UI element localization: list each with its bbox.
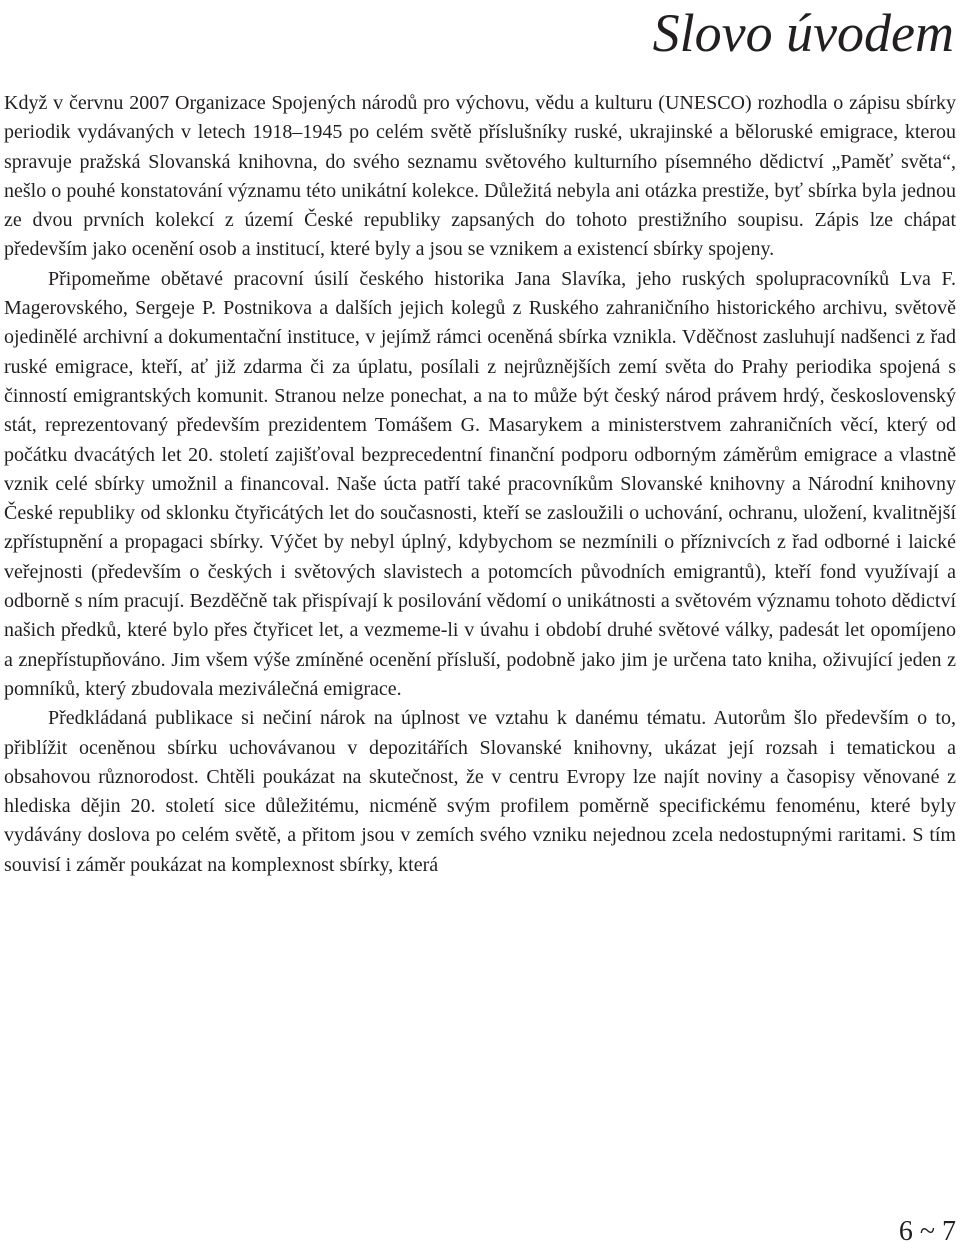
- paragraph: Když v červnu 2007 Organizace Spojených národů pro výchovu, vědu a kulturu (UNESCO) rozhodla o zápisu sbírky periodik vydávaných v letech 1918–1945 po celém světě příslušníky ruské, ukrajinské a běloruské emigrace, kterou spravuje pražská Slovanská knihovna, do svého seznamu světového kulturního písemného dědictví „Paměť světa“, nešlo o pouhé konstatování významu této unikátní kolekce. Důležitá nebyla ani otázka prestiže, byť sbírka byla jednou ze dvou prvních kolekcí z území České republiky zapsaných do tohoto prestižního soupisu. Zápis lze chápat především jako ocenění osob a institucí, které byly a jsou se vznikem a existencí sbírky spojeny.: [4, 92, 956, 261]
- page-number: 6 ~ 7: [898, 1216, 956, 1247]
- body-text: [4, 89, 956, 880]
- page-title: Slovo úvodem: [652, 3, 954, 63]
- paragraph: Připomeňme obětavé pracovní úsilí českého historika Jana Slavíka, jeho ruských spolupracovníků Lva F. Magerovského, Sergeje P. Postnikova a dalších jejich kolegů z Ruského zahraničního historického archivu, světově ojedinělé archivní a dokumentační instituce, v jejímž rámci oceněná sbírka vznikla. Vděčnost zasluhují nadšenci z řad ruské emigrace, kteří, ať již zdarma či za úplatu, posílali z nejrůznějších zemí světa do Prahy periodika spojená s činností emigrantských komunit. Stranou nelze ponechat, a na to může být český národ právem hrdý, československý stát, reprezentovaný především prezidentem Tomášem G. Masarykem a ministerstvem zahraničních věcí, který od počátku dvacátých let 20. století zajišťoval bezprecedentní finanční podporu odborným záměrům emigrace a vlastně vznik celé sbírky umožnil a financoval. Naše úcta patří také pracovníkům Slovanské knihovny a Národní knihovny České republiky od sklonku čtyřicátých let do současnosti, kteří se zasloužili o uchování, ochranu, uložení, kvalitnější zpřístupnění a propagaci sbírky. Výčet by nebyl úplný, kdybychom se nezmínili o příznivcích z řad odborné i laické veřejnosti (především o českých i světových slavistech a potomcích původních emigrantů), kteří fond využívají a odborně s ním pracují. Bezděčně tak přispívají k posilování vědomí o unikátnosti a světovém významu tohoto dědictví našich předků, které bylo přes čtyřicet let, a vezmeme-li v úvahu i období druhé světové války, padesát let opomíjeno a znepřístupňováno. Jim všem výše zmíněné ocenění přísluší, podobně jako jim je určena tato kniha, oživující jeden z pomníků, který zbudovala meziválečná emigrace.: [4, 267, 956, 700]
- paragraph: Předkládaná publikace si nečiní nárok na úplnost ve vztahu k danému tématu. Autorům šlo především o to, přiblížit oceněnou sbírku uchovávanou v depozitářích Slovanské knihovny, ukázat její rozsah i tematickou a obsahovou různorodost. Chtěli poukázat na skutečnost, že v centru Evropy lze najít noviny a časopisy věnované z hlediska dějin 20. století sice důležitému, nicméně svým profilem poměrně specifickému fenoménu, které byly vydávány doslova po celém světě, a přitom jsou v zemích svého vzniku nejednou zcela nedostupnými raritami. S tím souvisí i záměr poukázat na komplexnost sbírky, která: [4, 707, 956, 876]
